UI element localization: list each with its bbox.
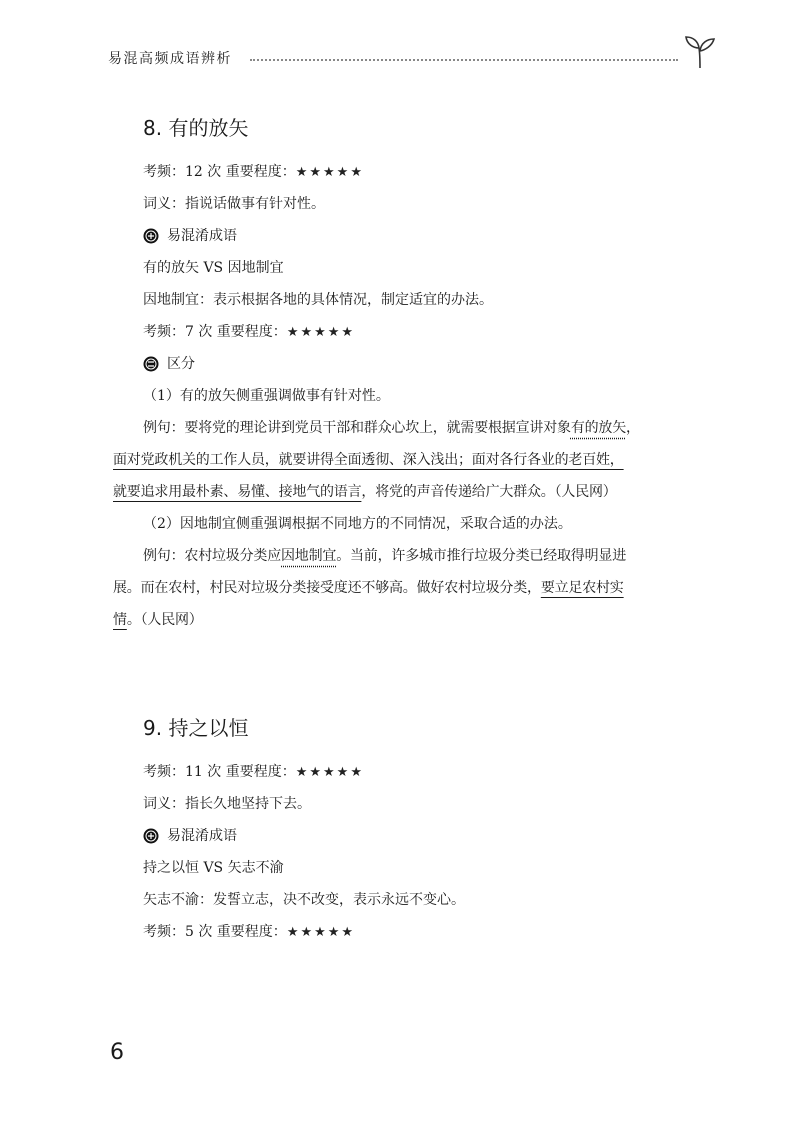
confuse-heading-text: 易混淆成语 xyxy=(167,228,237,244)
frequency-line xyxy=(113,756,713,788)
compare-line: 有的放矢 VS 因地制宜 xyxy=(143,260,284,276)
confuse-heading-text: 易混淆成语 xyxy=(167,828,237,844)
example-underlined: 情 xyxy=(113,612,127,628)
confuse-frequency-line xyxy=(113,316,713,348)
sprout-icon xyxy=(683,34,717,70)
confuse-importance-stars: ★★★★★ xyxy=(286,925,356,940)
confuse-frequency-line xyxy=(113,916,713,948)
confuse-heading xyxy=(113,820,713,852)
emphasized-idiom: 有的放矢 xyxy=(570,420,627,436)
example-underlined: 要立足农村实 xyxy=(540,580,624,596)
example-text: 例句：要将党的理论讲到党员干部和群众心坎上，就需要根据宣讲对象 xyxy=(143,420,571,436)
difference-heading-text: 区分 xyxy=(167,356,195,372)
example-1 xyxy=(113,412,713,508)
example-text: 。（人民网） xyxy=(126,612,203,628)
confuse-importance-stars: ★★★★★ xyxy=(286,325,356,340)
compare-line: 持之以恒 VS 矢志不渝 xyxy=(143,860,284,876)
difference-point-1: （1）有的放矢侧重强调做事有针对性。 xyxy=(143,388,390,404)
example-text: 例句：农村垃圾分类应 xyxy=(143,548,281,564)
frequency-text: 考频：12 次 重要程度： xyxy=(143,164,296,180)
frequency-line xyxy=(113,156,713,188)
page-header xyxy=(108,44,712,74)
confuse-badge-icon xyxy=(143,828,159,844)
page-number: 6 xyxy=(110,1040,124,1065)
meaning-line: 词义：指长久地坚持下去。 xyxy=(143,796,311,812)
example-text: ，将党的声音传递给广大群众。（人民网） xyxy=(361,484,617,500)
example-underlined: 面对党政机关的工作人员，就要讲得全面透彻、深入浅出；面对各行各业的老百姓， xyxy=(113,452,624,468)
confuse-badge-icon xyxy=(143,228,159,244)
entry-title: 9. 持之以恒 xyxy=(143,716,249,740)
meaning-line: 词义：指说话做事有针对性。 xyxy=(143,196,325,212)
confuse-definition: 因地制宜：表示根据各地的具体情况，制定适宜的办法。 xyxy=(143,292,493,308)
difference-point-2: （2）因地制宜侧重强调根据不同地方的不同情况，采取合适的办法。 xyxy=(143,516,572,532)
confuse-definition: 矢志不渝：发誓立志，决不改变，表示永远不变心。 xyxy=(143,892,465,908)
confuse-heading xyxy=(113,220,713,252)
entry-title: 8. 有的放矢 xyxy=(143,116,249,140)
example-underlined: 就要追求用最朴素、易懂、接地气的语言 xyxy=(113,484,362,500)
importance-stars: ★★★★★ xyxy=(295,165,364,180)
frequency-text: 考频：11 次 重要程度： xyxy=(143,764,296,780)
confuse-frequency-text: 考频：5 次 重要程度： xyxy=(143,924,287,940)
confuse-frequency-text: 考频：7 次 重要程度： xyxy=(143,324,287,340)
example-text: ， xyxy=(626,420,640,436)
importance-stars: ★★★★★ xyxy=(295,765,364,780)
example-text: 展。而在农村，村民对垃圾分类接受度还不够高。做好农村垃圾分类， xyxy=(113,580,541,596)
difference-heading xyxy=(113,348,713,380)
example-text: 。当前，许多城市推行垃圾分类已经取得明显进 xyxy=(336,548,627,564)
entry-9 xyxy=(113,714,713,948)
emphasized-idiom: 因地制宜 xyxy=(281,548,337,564)
entry-8 xyxy=(113,114,713,636)
example-2 xyxy=(113,540,713,636)
difference-badge-icon xyxy=(143,356,159,372)
header-title: 易混高频成语辨析 xyxy=(108,51,232,67)
header-rule xyxy=(250,59,678,61)
